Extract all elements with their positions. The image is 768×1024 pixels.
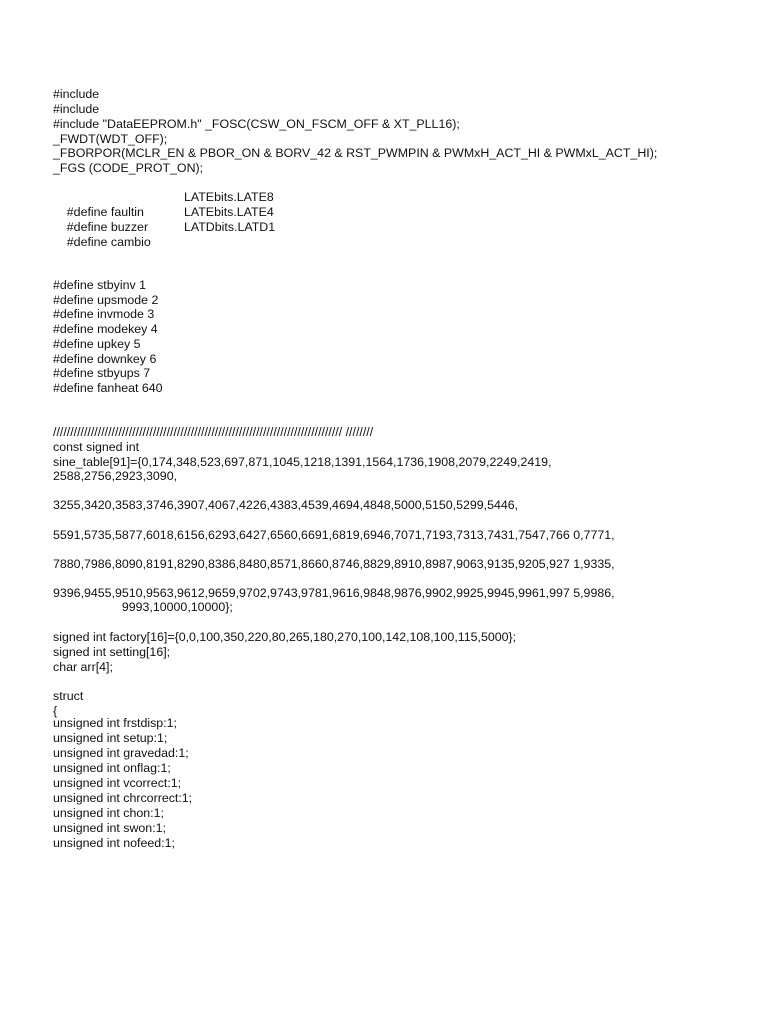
define-value: LATDbits.LATD1: [184, 220, 276, 234]
code-line-fgs: _FGS (CODE_PROT_ON);: [53, 161, 204, 175]
code-line-field-vcorrect: unsigned int vcorrect:1;: [53, 776, 182, 790]
define-value: LATEbits.LATE8: [184, 190, 274, 204]
code-line-field-nofeed: unsigned int nofeed:1;: [53, 836, 175, 850]
code-line-sine-table-6: 9396,9455,9510,9563,9612,9659,9702,9743,9781,9616,9848,9876,9902,9925,9945,9961,997 5,9986,: [53, 586, 615, 600]
define-name: #define buzzer: [66, 220, 149, 234]
code-line-include-2: #include: [53, 102, 100, 116]
code-line-field-chrcorrect: unsigned int chrcorrect:1;: [53, 791, 193, 805]
code-line-sine-table-4: 5591,5735,5877,6018,6156,6293,6427,6560,6691,6819,6946,7071,7193,7313,7431,7547,766 0,7771,: [53, 528, 615, 542]
code-line-field-gravedad: unsigned int gravedad:1;: [53, 746, 189, 760]
code-line-define-invmode: #define invmode 3: [53, 307, 155, 321]
code-line-field-onflag: unsigned int onflag:1;: [53, 761, 171, 775]
define-name: #define faultin: [66, 205, 144, 219]
code-line-field-frstdisp: unsigned int frstdisp:1;: [53, 716, 177, 730]
code-line-field-chon: unsigned int chon:1;: [53, 806, 164, 820]
code-line-define-upkey: #define upkey 5: [53, 337, 141, 351]
code-line-struct: struct: [53, 689, 84, 703]
code-line-comment-separator: //////////////////////////////////////////////////////////////////////////////////// ////////: [53, 425, 374, 439]
code-line-sine-table-1: sine_table[91]={0,174,348,523,697,871,1045,1218,1391,1564,1736,1908,2079,2249,2419,: [53, 455, 552, 469]
code-line-field-setup: unsigned int setup:1;: [53, 731, 168, 745]
code-line-sine-table-5: 7880,7986,8090,8191,8290,8386,8480,8571,8660,8746,8829,8910,8987,9063,9135,9205,927 1,9335,: [53, 557, 615, 571]
code-line-char-array: char arr[4];: [53, 660, 113, 674]
code-line-include-1: #include: [53, 87, 100, 101]
code-line-field-swon: unsigned int swon:1;: [53, 821, 166, 835]
code-line-fwdt: _FWDT(WDT_OFF);: [53, 132, 168, 146]
code-line-sine-table-7: 9993,10000,10000};: [53, 600, 233, 614]
code-line-fborpor: _FBORPOR(MCLR_EN & PBOR_ON & BORV_42 & RST_PWMPIN & PWMxH_ACT_HI & PWMxL_ACT_HI);: [53, 146, 658, 160]
code-line-define-downkey: #define downkey 6: [53, 352, 157, 366]
define-value: LATEbits.LATE4: [184, 205, 274, 219]
code-line-const-signed-int: const signed int: [53, 440, 140, 454]
code-line-define-fanheat: #define fanheat 640: [53, 381, 163, 395]
code-line-define-cambio: [53, 220, 276, 265]
code-line-open-brace: {: [53, 704, 58, 718]
code-line-sine-table-2: 2588,2756,2923,3090,: [53, 469, 178, 483]
code-line-setting-array: signed int setting[16];: [53, 645, 171, 659]
code-line-sine-table-3: 3255,3420,3583,3746,3907,4067,4226,4383,4539,4694,4848,5000,5150,5299,5446,: [53, 498, 519, 512]
code-line-include-eeprom: #include "DataEEPROM.h" _FOSC(CSW_ON_FSCM_OFF & XT_PLL16);: [53, 117, 460, 131]
code-line-define-stbyups: #define stbyups 7: [53, 366, 151, 380]
code-line-define-stbyinv: #define stbyinv 1: [53, 278, 146, 292]
code-line-define-modekey: #define modekey 4: [53, 322, 158, 336]
define-name: #define cambio: [66, 235, 151, 249]
code-line-define-upsmode: #define upsmode 2: [53, 293, 159, 307]
code-line-factory-array: signed int factory[16]={0,0,100,350,220,80,265,180,270,100,142,108,100,115,5000};: [53, 630, 517, 644]
